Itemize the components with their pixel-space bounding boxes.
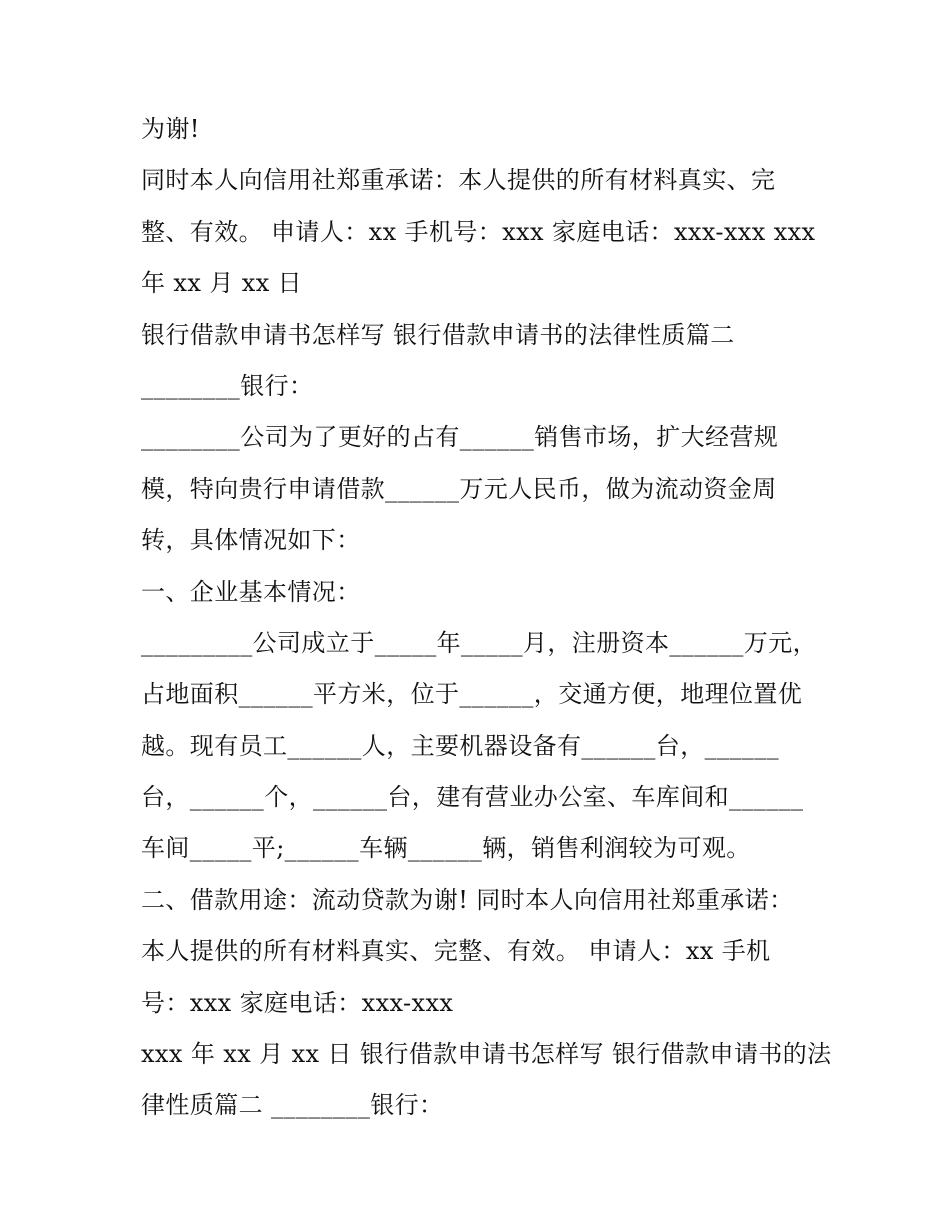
text-line: _________公司成立于_____年_____月，注册资本______万元， <box>141 628 817 657</box>
text-line: 模，特向贵行申请借款______万元人民币，做为流动资金周 <box>141 474 777 503</box>
text-line: 越。现有员工______人，主要机器设备有______台，______ <box>141 731 779 760</box>
text-line: 号：xxx 家庭电话：xxx-xxx <box>141 988 454 1017</box>
section-heading: 二、借款用途：流动贷款为谢! 同时本人向信用社郑重承诺： <box>141 885 794 914</box>
text-line: xxx 年 xx 月 xx 日 银行借款申请书怎样写 银行借款申请书的法 <box>141 1040 832 1069</box>
text-line: ________公司为了更好的占有______销售市场，扩大经营规 <box>141 423 779 452</box>
text-line: 车间_____平;______车辆______辆，销售利润较为可观。 <box>141 834 751 863</box>
text-line: 转，具体情况如下： <box>141 526 361 555</box>
section-heading: 一、企业基本情况： <box>141 577 361 606</box>
text-line: 占地面积______平方米，位于______，交通方便，地理位置优 <box>141 680 803 709</box>
section-heading: 银行借款申请书怎样写 银行借款申请书的法律性质篇二 <box>141 320 735 349</box>
text-line: 本人提供的所有材料真实、完整、有效。 申请人：xx 手机 <box>141 937 771 966</box>
text-line: 整、有效。 申请人：xx 手机号：xxx 家庭电话：xxx-xxx xxx <box>141 217 816 246</box>
document-body <box>141 104 832 1132</box>
text-line: 同时本人向信用社郑重承诺：本人提供的所有材料真实、完 <box>141 166 776 195</box>
text-line: 台，______个，______台，建有营业办公室、车库间和______ <box>141 783 804 812</box>
text-line: 律性质篇二 ________银行： <box>141 1091 444 1120</box>
text-line: 为谢! <box>141 115 200 143</box>
text-line: 年 xx 月 xx 日 <box>141 269 303 298</box>
text-line: ________银行： <box>141 371 314 400</box>
